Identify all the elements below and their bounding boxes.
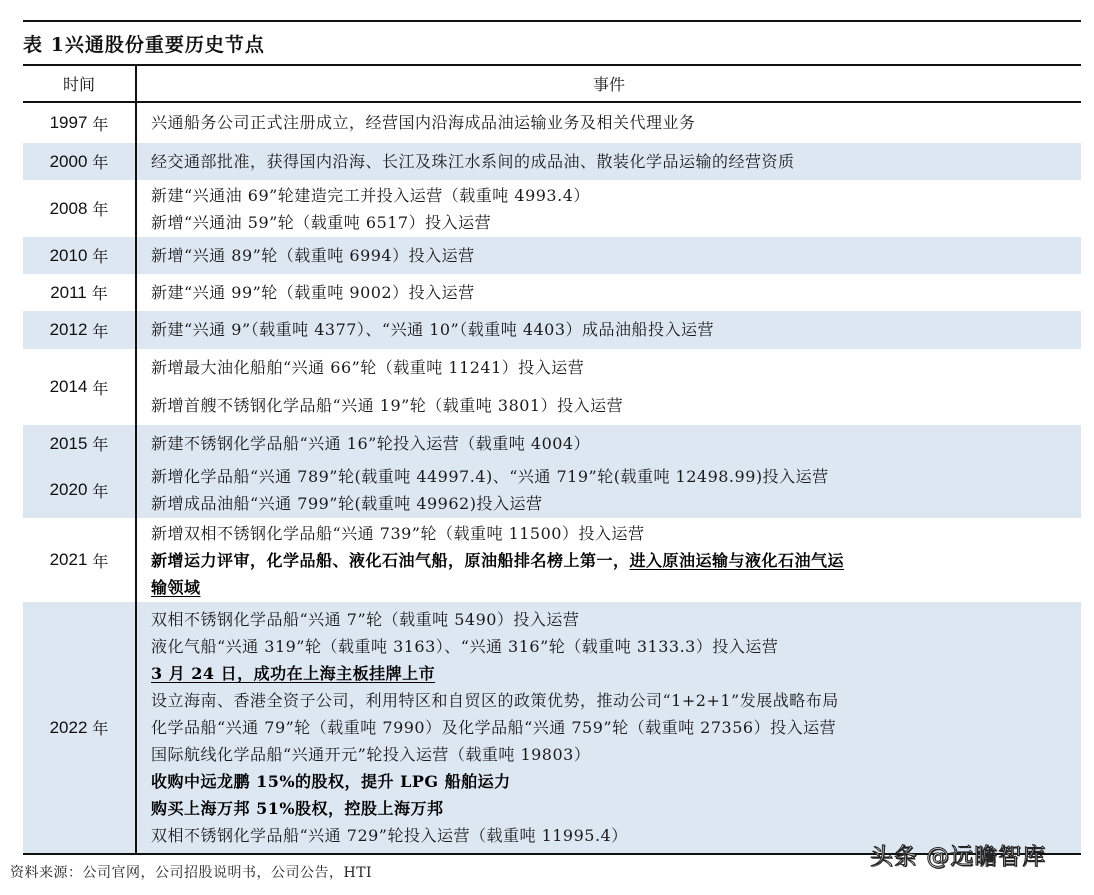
source-note: 资料来源：公司官网，公司招股说明书，公司公告，HTI (10, 865, 373, 881)
table-row (23, 311, 1081, 349)
year-cell (23, 180, 137, 237)
event-cell (137, 311, 1081, 349)
year-cell (23, 602, 137, 853)
year-suffix: 年 (92, 114, 109, 134)
year-suffix: 年 (92, 551, 109, 571)
year-suffix: 年 (92, 321, 109, 341)
event-cell (137, 462, 1081, 518)
event-line: 液化气船“兴通 319”轮（载重吨 3163）、“兴通 316”轮（载重吨 3133.3）投入运营 (151, 637, 779, 656)
table-row (23, 143, 1081, 180)
event-line: 新建不锈钢化学品船“兴通 16”轮投入运营（载重吨 4004） (151, 433, 591, 453)
year-value: 2014 (49, 377, 88, 396)
event-line: 新建“兴通 9”（载重吨 4377）、“兴通 10”（载重吨 4403）成品油船投入运营 (151, 320, 715, 339)
event-cell (137, 143, 1081, 180)
table-title: 表 1兴通股份重要历史节点 (23, 34, 265, 56)
year-value: 2011 (50, 282, 87, 302)
event-cell (137, 274, 1081, 311)
event-line: 国际航线化学品船“兴通开元”轮投入运营（载重吨 19803） (151, 745, 591, 764)
event-line: 新建“兴通油 69”轮建造完工并投入运营（载重吨 4993.4） (151, 185, 590, 205)
event-cell (137, 180, 1081, 237)
watermark: 头条 @远瞻智库 (870, 844, 1047, 870)
event-line: 设立海南、香港全资子公司，利用特区和自贸区的政策优势，推动公司“1+2+1”发展战略布局 (151, 691, 839, 710)
year-value: 2022 (49, 717, 88, 737)
table-row (23, 425, 1081, 462)
year-suffix: 年 (92, 378, 109, 398)
year-value: 2021 (49, 550, 88, 569)
table-row (23, 103, 1081, 143)
event-line: 收购中远龙鹏 15%的股权，提升 LPG 船舶运力 (151, 772, 511, 791)
year-value: 2020 (49, 480, 88, 499)
event-line: 新增化学品船“兴通 789”轮(载重吨 44997.4)、“兴通 719”轮(载重吨 12498.99)投入运营 (151, 467, 829, 486)
table-row (23, 180, 1081, 237)
history-table (23, 66, 1081, 853)
event-line: 化学品船“兴通 79”轮（载重吨 7990）及化学品船“兴通 759”轮（载重吨 27356）投入运营 (151, 718, 837, 737)
underlined-highlight: 输领域 (151, 577, 201, 597)
year-suffix: 年 (92, 247, 109, 266)
event-line: 新增成品油船“兴通 799”轮(载重吨 49962)投入运营 (151, 494, 543, 513)
event-line: 新增“兴通 89”轮（载重吨 6994）投入运营 (151, 245, 475, 265)
event-line: 双相不锈钢化学品船“兴通 729”轮投入运营（载重吨 11995.4） (151, 826, 628, 845)
table-header (23, 66, 1081, 103)
year-cell (23, 103, 137, 143)
year-value: 2000 (49, 151, 88, 171)
event-cell (137, 237, 1081, 274)
year-suffix: 年 (92, 719, 109, 738)
table-row (23, 237, 1081, 274)
event-cell (137, 518, 1081, 602)
year-value: 2008 (49, 198, 88, 218)
year-cell (23, 311, 137, 349)
year-value: 2010 (49, 245, 88, 265)
header-time: 时间 (23, 66, 137, 101)
underlined-highlight: 3 月 24 日，成功在上海主板挂牌上市 (151, 664, 436, 683)
event-line: 兴通船务公司正式注册成立，经营国内沿海成品油运输业务及相关代理业务 (151, 113, 696, 132)
year-cell (23, 349, 137, 425)
top-rule (23, 20, 1081, 22)
year-value: 2015 (49, 433, 88, 453)
year-suffix: 年 (92, 481, 109, 501)
year-suffix: 年 (92, 200, 109, 219)
event-line: 新增最大油化船舶“兴通 66”轮（载重吨 11241）投入运营 (151, 358, 585, 377)
year-suffix: 年 (92, 435, 109, 454)
year-suffix: 年 (92, 153, 109, 172)
year-value: 1997 (49, 113, 88, 132)
event-cell (137, 425, 1081, 462)
year-cell (23, 237, 137, 274)
table-row (23, 274, 1081, 311)
event-line: 新建“兴通 99”轮（载重吨 9002）投入运营 (151, 282, 475, 302)
table-row (23, 602, 1081, 853)
event-line: 双相不锈钢化学品船“兴通 7”轮（载重吨 5490）投入运营 (151, 610, 580, 629)
year-cell (23, 274, 137, 311)
table-row (23, 462, 1081, 518)
event-line: 新增运力评审，化学品船、液化石油气船，原油船排名榜上第一，进入原油运输与液化石油气运 (151, 550, 845, 570)
event-line (151, 574, 1081, 601)
event-line: 购买上海万邦 51%股权，控股上海万邦 (151, 799, 444, 818)
event-line: 经交通部批准，获得国内沿海、长江及珠江水系间的成品油、散装化学品运输的经营资质 (151, 151, 795, 171)
year-cell (23, 425, 137, 462)
event-line: 新增“兴通油 59”轮（载重吨 6517）投入运营 (151, 212, 492, 232)
underlined-highlight: 进入原油运输与液化石油气运 (629, 550, 845, 570)
year-cell (23, 518, 137, 602)
year-cell (23, 143, 137, 180)
year-suffix: 年 (91, 284, 108, 303)
table-row (23, 349, 1081, 425)
year-cell (23, 462, 137, 518)
event-line: 新增双相不锈钢化学品船“兴通 739”轮（载重吨 11500）投入运营 (151, 523, 645, 543)
event-cell (137, 103, 1081, 143)
header-event: 事件 (592, 75, 625, 94)
year-value: 2012 (49, 320, 88, 339)
event-line: 新增首艘不锈钢化学品船“兴通 19”轮（载重吨 3801）投入运营 (151, 396, 624, 415)
event-cell (137, 602, 1081, 853)
event-line (151, 660, 1081, 687)
table-row (23, 518, 1081, 602)
event-cell (137, 349, 1081, 425)
